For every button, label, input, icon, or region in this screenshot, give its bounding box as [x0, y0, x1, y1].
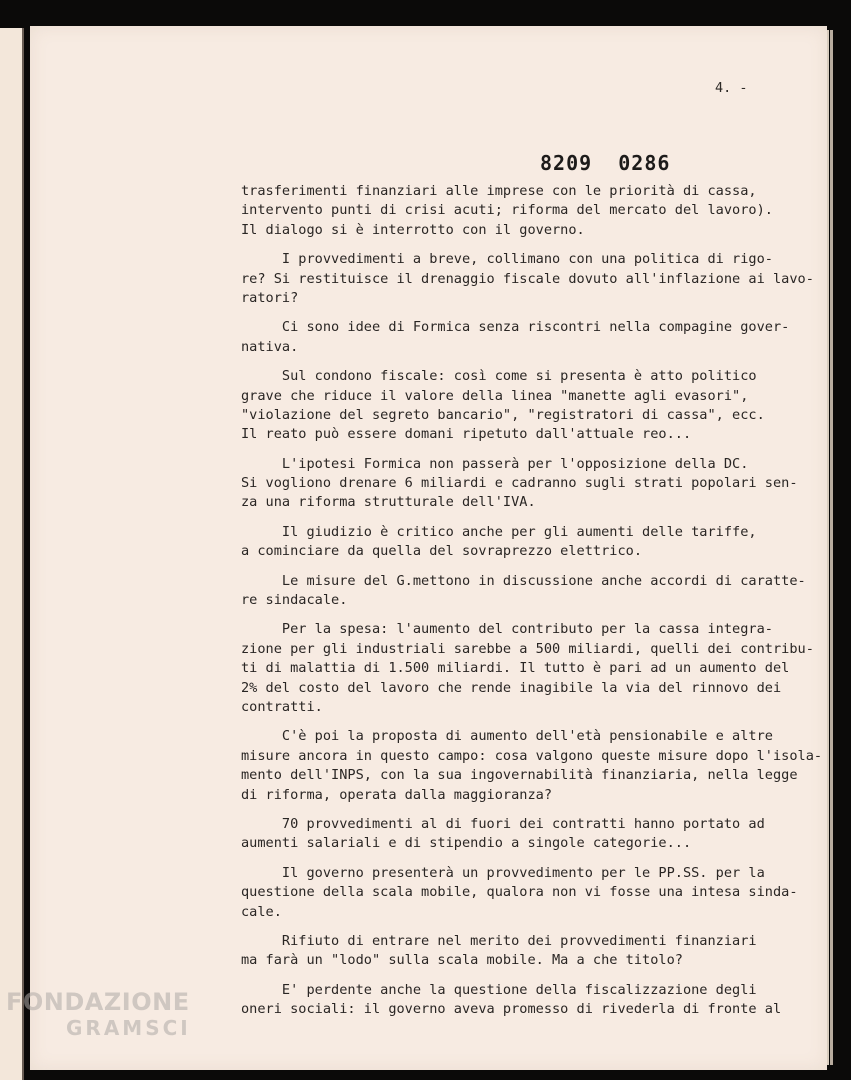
paragraph	[241, 864, 811, 922]
paragraph	[241, 981, 811, 1020]
text-line: misure ancora in questo campo: cosa valgono queste misure dopo l'isola-	[241, 747, 823, 764]
text-line: ratori?	[241, 289, 299, 306]
text-line: trasferimenti finanziari alle imprese con le priorità di cassa,	[241, 183, 757, 199]
text-line: di riforma, operata dalla maggioranza?	[241, 786, 552, 803]
paragraph-gap	[241, 562, 811, 572]
text-line: Si vogliono drenare 6 miliardi e cadranno sugli strati popolari sen-	[241, 475, 798, 492]
text-line: nativa.	[241, 338, 299, 355]
text-line: 70 provvedimenti al di fuori dei contratti hanno portato ad	[241, 815, 765, 832]
text-line: ma farà un "lodo" sulla scala mobile. Ma a che titolo?	[241, 952, 683, 969]
paragraph-gap	[241, 308, 811, 318]
text-line: Le misure del G.mettono in discussione anche accordi di caratte-	[241, 572, 806, 589]
paragraph	[241, 318, 811, 357]
text-line: contratti.	[241, 698, 323, 715]
text-line: questione della scala mobile, qualora non vi fosse una intesa sinda-	[241, 884, 798, 901]
watermark-line-2: GRAMSCI	[66, 1016, 191, 1040]
text-line: Il governo presenterà un provvedimento per le PP.SS. per la	[241, 864, 765, 881]
paragraph	[241, 932, 811, 971]
paragraph-gap	[241, 805, 811, 815]
paragraph	[241, 367, 811, 445]
text-line: intervento punti di crisi acuti; riforma del mercato del lavoro).	[241, 202, 773, 219]
paragraph-gap	[241, 610, 811, 620]
paragraph-gap	[241, 854, 811, 864]
paragraph-gap	[241, 922, 811, 932]
paragraph-gap	[241, 357, 811, 367]
paragraph-gap	[241, 445, 811, 455]
text-line: Per la spesa: l'aumento del contributo per la cassa integra-	[241, 621, 773, 638]
watermark-logo	[6, 988, 221, 1040]
text-line: Ci sono idee di Formica senza riscontri nella compagine gover-	[241, 319, 790, 336]
typewritten-body	[241, 182, 823, 1019]
text-line: re sindacale.	[241, 592, 348, 609]
text-line: re? Si restituisce il drenaggio fiscale dovuto all'inflazione ai lavo-	[241, 270, 814, 287]
text-line: cale.	[241, 903, 282, 920]
paragraph	[241, 182, 811, 240]
paragraph-gap	[241, 971, 811, 981]
text-line: oneri sociali: il governo aveva promesso di rivederla di fronte al	[241, 1001, 782, 1018]
page-number: 4. -	[715, 80, 748, 96]
left-page-edge	[0, 28, 24, 1080]
text-line: zione per gli industriali sarebbe a 500 miliardi, quelli dei contribu-	[241, 640, 814, 657]
text-line: I provvedimenti a breve, collimano con una politica di rigo-	[241, 251, 773, 268]
text-line: Rifiuto di entrare nel merito dei provvedimenti finanziari	[241, 932, 757, 949]
watermark-line-1: FONDAZIONE	[6, 988, 190, 1016]
text-line: grave che riduce il valore della linea "manette agli evasori",	[241, 387, 749, 404]
paragraph	[241, 620, 814, 717]
paragraph	[241, 523, 811, 562]
text-line: a cominciare da quella del sovraprezzo elettrico.	[241, 543, 643, 560]
page-stack-edge	[830, 30, 833, 1065]
paragraph	[241, 455, 811, 513]
text-line: L'ipotesi Formica non passerà per l'opposizione della DC.	[241, 455, 749, 472]
archive-stamp: 8209 0286	[540, 151, 671, 175]
text-line: za una riforma strutturale dell'IVA.	[241, 494, 536, 511]
text-line: Il dialogo si è interrotto con il governo.	[241, 221, 585, 238]
text-line: Il giudizio è critico anche per gli aumenti delle tariffe,	[241, 523, 757, 540]
text-line: ti di malattia di 1.500 miliardi. Il tutto è pari ad un aumento del	[241, 660, 790, 677]
text-line: "violazione del segreto bancario", "registratori di cassa", ecc.	[241, 406, 765, 423]
paragraph-gap	[241, 513, 811, 523]
text-line: aumenti salariali e di stipendio a singole categorie...	[241, 835, 692, 852]
paragraph-gap	[241, 717, 811, 727]
paragraph	[241, 727, 823, 805]
text-line: C'è poi la proposta di aumento dell'età pensionabile e altre	[241, 728, 773, 745]
text-line: E' perdente anche la questione della fiscalizzazione degli	[241, 981, 757, 998]
text-line: mento dell'INPS, con la sua ingovernabilità finanziaria, nella legge	[241, 767, 798, 784]
text-line: Il reato può essere domani ripetuto dall'attuale reo...	[241, 426, 692, 443]
paragraph	[241, 572, 811, 611]
paragraph-gap	[241, 240, 811, 250]
text-line: 2% del costo del lavoro che rende inagibile la via del rinnovo dei	[241, 679, 782, 696]
paragraph	[241, 815, 811, 854]
text-line: Sul condono fiscale: così come si presenta è atto politico	[241, 368, 757, 385]
paragraph	[241, 250, 814, 308]
